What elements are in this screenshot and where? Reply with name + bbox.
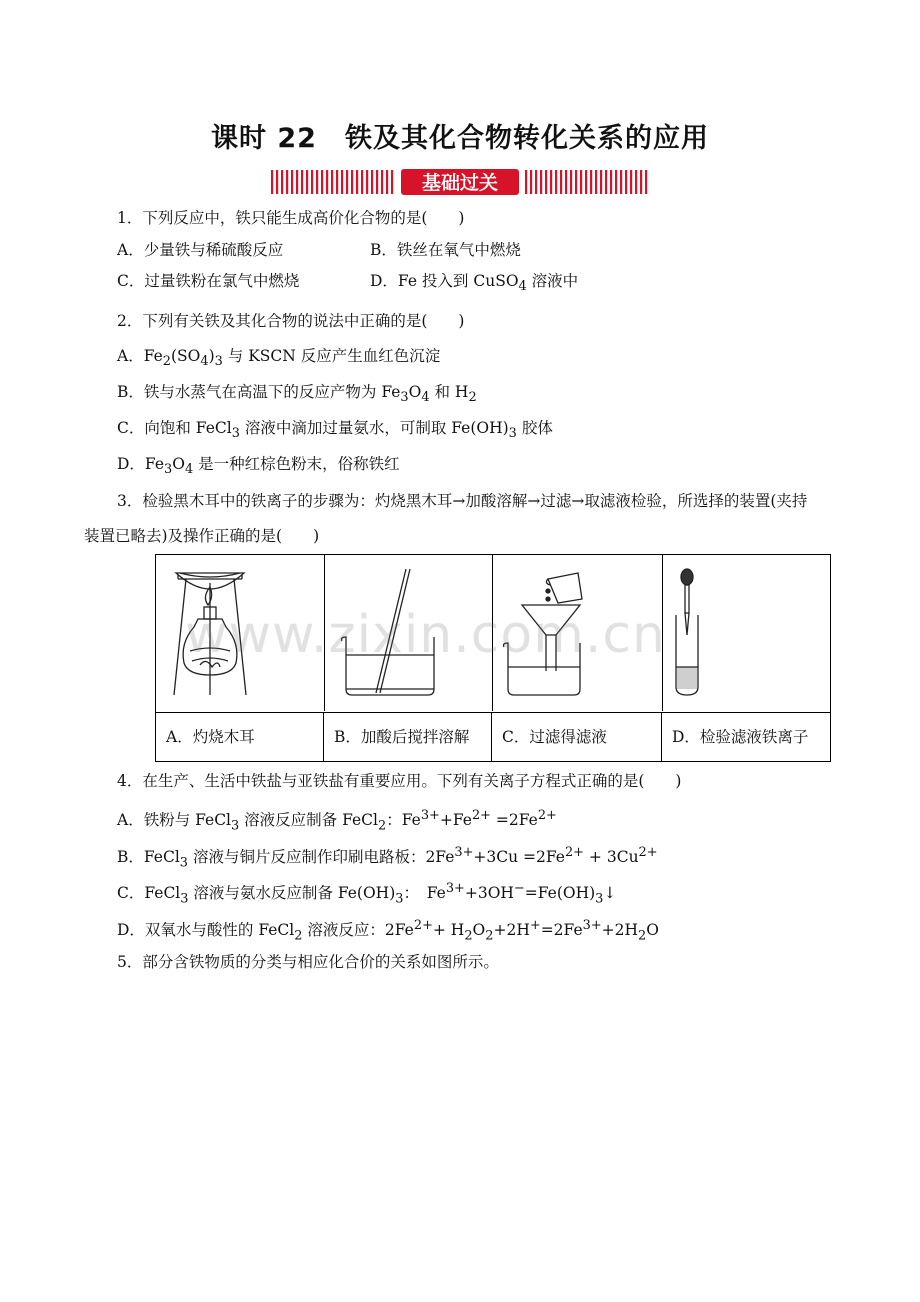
q4-option-d: D．双氧水与酸性的 FeCl$_2$ 溶液反应：$2Fe^{2+}+ H_2O_2+2H^+=2Fe^{3+}+2H_2O$ [117,918,659,944]
q4-stem: 4．在生产、生活中铁盐与亚铁盐有重要应用。下列有关离子方程式正确的是( ) [117,772,682,790]
q2-option-b: B．铁与水蒸气在高温下的反应产物为 $Fe_3O_4$ 和 $H_2$ [117,383,477,406]
q1-option-d: D．Fe 投入到 CuSO$_4$ 溶液中 [370,272,579,295]
dropper-test-tube-icon [662,555,830,711]
section-banner [271,168,649,196]
q1-option-b: B．铁丝在氧气中燃烧 [370,241,521,259]
q2-stem: 2．下列有关铁及其化合物的说法中正确的是( ) [117,312,465,330]
q4-option-b: B．FeCl$_3$ 溶液与铜片反应制作印刷电路板：$2Fe^{3+}+3Cu =2Fe^{2+} + 3Cu^{2+}$ [117,845,658,871]
q2-option-c: C．向饱和 FeCl$_3$ 溶液中滴加过量氨水，可制取 $Fe(OH)_3$ 胶体 [117,419,553,442]
apparatus-b-caption: B．加酸后搅拌溶解 [324,712,492,761]
watermark: www.zixin.com.cn [185,605,666,665]
apparatus-a-caption: A．灼烧木耳 [156,712,324,761]
q4-option-c: C．FeCl$_3$ 溶液与氨水反应制备 $Fe(OH)_3$： $Fe^{3+}+3OH^-=Fe(OH)_3↓$ [117,881,617,907]
apparatus-c-caption: C．过滤得滤液 [492,712,662,761]
q3-stem-line2: 装置已略去)及操作正确的是( ) [84,527,320,545]
banner-label: 基础过关 [421,172,499,194]
apparatus-d [662,555,830,711]
page-title: 课时 22 铁及其化合物转化关系的应用 [211,123,709,154]
apparatus-d-caption: D．检验滤液铁离子 [662,712,830,761]
q5-stem: 5．部分含铁物质的分类与相应化合价的关系如图所示。 [117,953,499,971]
banner-stripes-left [271,170,393,194]
q1-option-c: C．过量铁粉在氯气中燃烧 [117,272,300,290]
banner-stripes-right [525,170,647,194]
q4-option-a: A．铁粉与 FeCl$_3$ 溶液反应制备 FeCl$_2$：$Fe^{3+}+Fe^{2+} =2Fe^{2+}$ [117,808,557,834]
q1-stem: 1．下列反应中，铁只能生成高价化合物的是( ) [117,209,465,227]
q3-stem-line1: 3．检验黑木耳中的铁离子的步骤为：灼烧黑木耳→加酸溶解→过滤→取滤液检验，所选择的装置(夹持 [117,492,808,510]
q2-option-d: D．$Fe_3O_4$ 是一种红棕色粉末，俗称铁红 [117,455,400,478]
q1-option-a: A．少量铁与稀硫酸反应 [117,241,284,259]
q2-option-a: A．$Fe_2(SO_4)_3$ 与 KSCN 反应产生血红色沉淀 [117,347,441,370]
